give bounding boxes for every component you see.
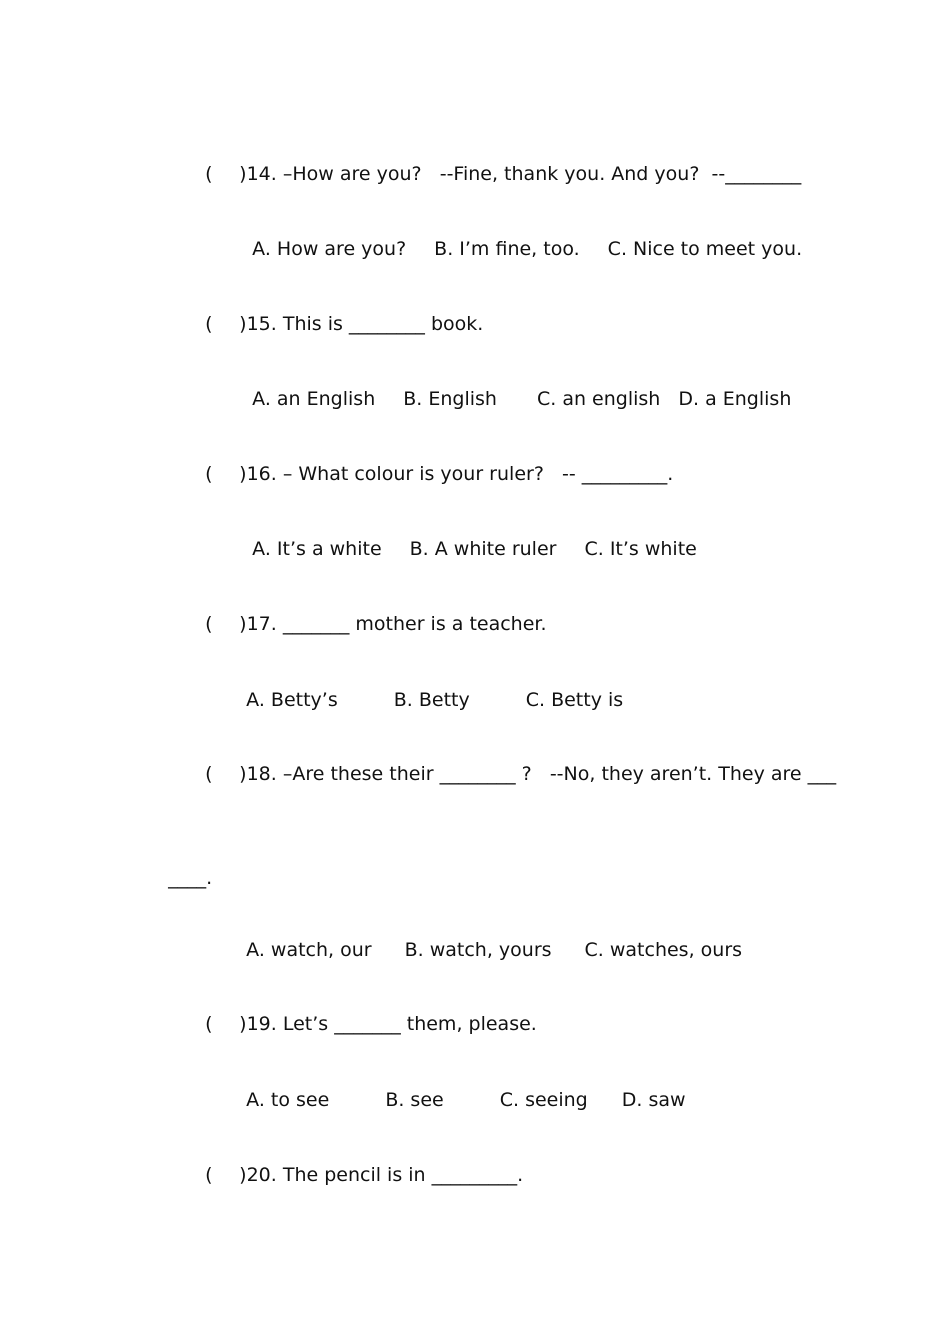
question-stem-continued: ____.: [168, 867, 213, 889]
options-18: [222, 914, 742, 986]
question-17: [181, 588, 547, 660]
option-a: A. an English: [252, 388, 376, 410]
answer-paren: (: [205, 163, 213, 185]
option-b: B. Betty: [393, 689, 470, 711]
question-stem: )18. –Are these their ________ ? --No, they aren’t. They are ___: [239, 763, 837, 785]
option-a: A. Betty’s: [246, 689, 338, 711]
option-b: B. A white ruler: [409, 538, 557, 560]
option-a: A. to see: [246, 1089, 330, 1111]
answer-paren: (: [205, 463, 213, 485]
question-stem: )17. _______ mother is a teacher.: [239, 613, 547, 635]
option-b: B. English: [403, 388, 497, 410]
option-b: B. watch, yours: [404, 939, 552, 961]
question-19: [181, 988, 537, 1060]
options-16: [228, 513, 697, 585]
question-14: [181, 138, 801, 210]
question-18: [181, 738, 836, 810]
option-b: B. I’m fine, too.: [434, 238, 580, 260]
option-c: C. Nice to meet you.: [607, 238, 803, 260]
option-a: A. It’s a white: [252, 538, 382, 560]
option-c: C. watches, ours: [584, 939, 743, 961]
question-stem: )19. Let’s _______ them, please.: [239, 1013, 537, 1035]
option-c: C. an english: [536, 388, 661, 410]
question-stem: )15. This is ________ book.: [239, 313, 484, 335]
option-c: C. It’s white: [584, 538, 697, 560]
answer-paren: (: [205, 1164, 213, 1186]
answer-paren: (: [205, 613, 213, 635]
option-c: C. seeing: [499, 1089, 588, 1111]
question-stem: )20. The pencil is in _________.: [239, 1164, 524, 1186]
option-a: A. How are you?: [252, 238, 407, 260]
options-19: [222, 1064, 686, 1136]
options-17: [222, 664, 623, 736]
option-d: D. a English: [678, 388, 792, 410]
options-15: [228, 363, 791, 435]
answer-paren: (: [205, 313, 213, 335]
question-16: [181, 438, 673, 510]
option-b: B. see: [385, 1089, 444, 1111]
question-15: [181, 288, 483, 360]
options-14: [228, 213, 802, 285]
answer-paren: (: [205, 1013, 213, 1035]
option-c: C. Betty is: [525, 689, 624, 711]
question-stem: )14. –How are you? --Fine, thank you. And you? --________: [239, 163, 802, 185]
answer-paren: (: [205, 763, 213, 785]
question-18-continued: [144, 842, 212, 914]
option-d: D. saw: [621, 1089, 686, 1111]
question-20: [181, 1139, 523, 1211]
question-stem: )16. – What colour is your ruler? -- _________.: [239, 463, 674, 485]
option-a: A. watch, our: [246, 939, 372, 961]
